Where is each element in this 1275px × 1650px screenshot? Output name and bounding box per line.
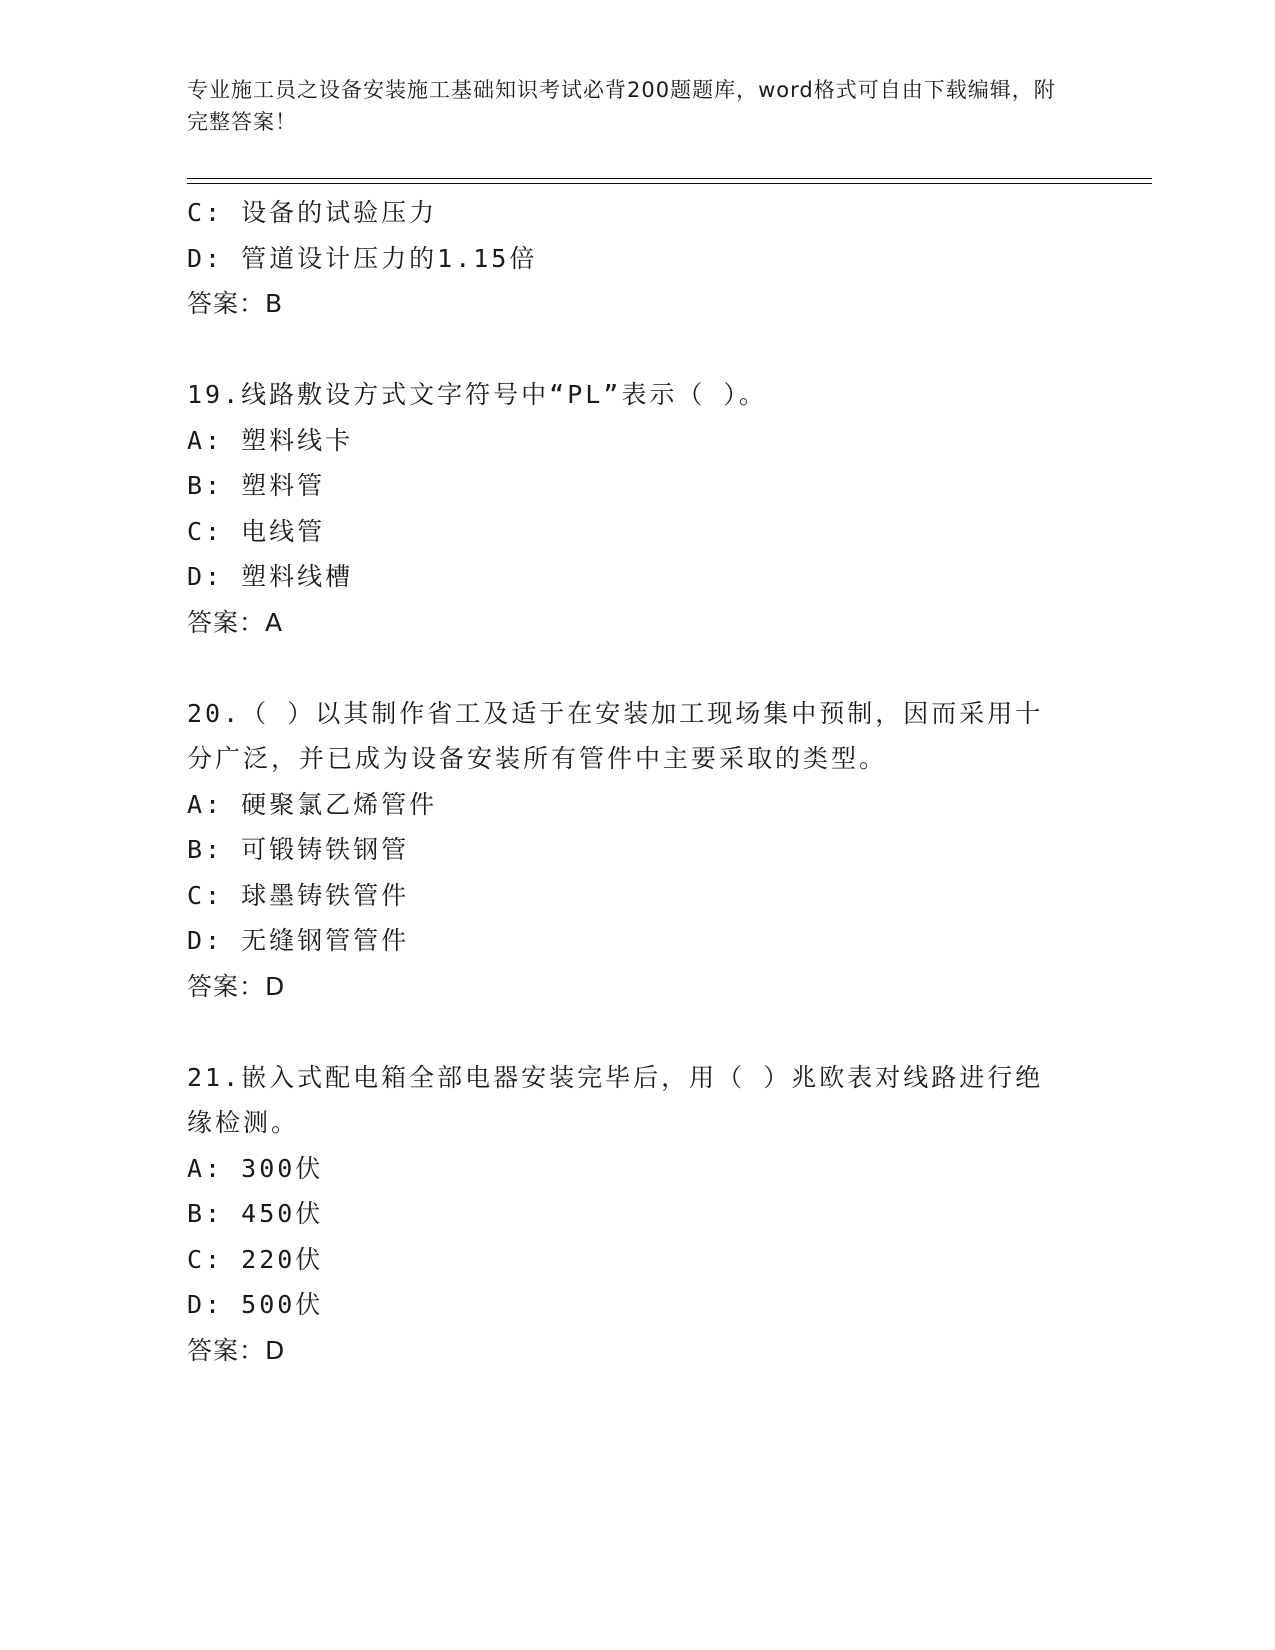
option-c: C: 电线管 xyxy=(187,516,326,546)
option-d: D: 管道设计压力的1.15倍 xyxy=(187,243,538,273)
option-d: D: 塑料线槽 xyxy=(187,562,354,591)
spacer xyxy=(187,1009,1087,1055)
header-divider-top xyxy=(187,178,1152,179)
answer-label: 答案：B xyxy=(187,289,284,318)
option-b: B: 450伏 xyxy=(187,1199,324,1228)
question-19 xyxy=(187,372,1087,645)
partial-question xyxy=(187,190,1087,327)
option-c: C: 220伏 xyxy=(187,1244,324,1274)
answer-label: 答案：D xyxy=(187,1335,286,1365)
option-b: B: 塑料管 xyxy=(187,471,326,500)
option-a: A: 硬聚氯乙烯管件 xyxy=(187,789,438,819)
header-divider-bottom xyxy=(187,183,1152,184)
spacer xyxy=(187,327,1087,373)
question-21 xyxy=(187,1055,1087,1374)
question-text: 19.线路敷设方式文字符号中“PL”表示（ ）。 xyxy=(187,380,767,409)
option-a: A: 300伏 xyxy=(187,1153,324,1183)
option-d: D: 500伏 xyxy=(187,1290,324,1319)
document-header: 专业施工员之设备安装施工基础知识考试必背200题题库，word格式可自由下载编辑，附完整答案！ xyxy=(187,78,1056,134)
option-b: B: 可锻铸铁钢管 xyxy=(187,835,410,864)
answer-label: 答案：D xyxy=(187,971,286,1001)
spacer xyxy=(187,645,1087,691)
question-20 xyxy=(187,691,1087,1010)
option-c: C: 设备的试验压力 xyxy=(187,198,438,227)
answer-label: 答案：A xyxy=(187,607,284,637)
question-text: 21.嵌入式配电箱全部电器安装完毕后，用（ ）兆欧表对线路进行绝缘检测。 xyxy=(187,1062,1044,1137)
option-c: C: 球墨铸铁管件 xyxy=(187,880,410,910)
question-list xyxy=(187,190,1087,1373)
question-text: 20.（ ）以其制作省工及适于在安装加工现场集中预制，因而采用十分广泛，并已成为设备安装所有管件中主要采取的类型。 xyxy=(187,698,1044,773)
option-d: D: 无缝钢管管件 xyxy=(187,926,410,955)
option-a: A: 塑料线卡 xyxy=(187,425,354,455)
